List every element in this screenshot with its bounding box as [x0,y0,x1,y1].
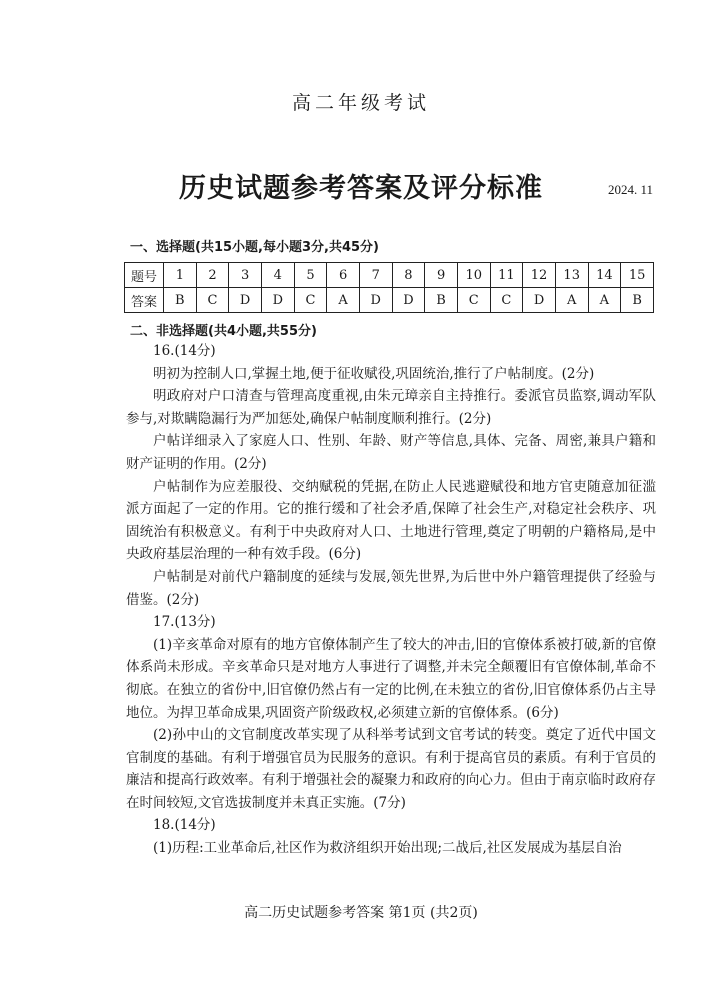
exam-date: 2024. 11 [608,182,654,197]
question-heading: 16.(14分) [153,343,216,359]
question-number: 14 [588,263,621,288]
section1-heading: 一、选择题(共15小题,每小题3分,共45分) [130,240,379,255]
answer-paragraph: 明初为控制人口,掌握土地,便于征收赋役,巩固统治,推行了户帖制度。(2分) [153,365,595,382]
answer-paragraph: 明政府对户口清查与管理高度重视,由朱元璋亲自主持推行。委派官员监察,调动军队参与,对欺瞒隐漏行为严加惩处,确保户帖制度顺利推行。(2分) [126,388,656,427]
question-number: 1 [164,263,197,288]
question-number: 6 [327,263,360,288]
question-number: 11 [490,263,523,288]
answer-table [124,262,654,313]
answer-paragraph: 户帖制作为应差服役、交纳赋税的凭据,在防止人民逃避赋役和地方官吏随意加征滥派方面起了一定的作用。它的推行缓和了社会矛盾,保障了社会生产,对稳定社会秩序、巩固统治有积极意义。有利于中央政府对人口、土地进行管理,奠定了明朝的户籍格局,是中央政府基层治理的一种有效手段。(6分) [126,478,656,563]
answer-cell: A [327,288,360,313]
answer-cell: D [359,288,392,313]
question-number: 9 [425,263,458,288]
answer-cell: D [229,288,262,313]
header-title: 高二年级考试 [291,92,430,114]
question-number: 7 [359,263,392,288]
answer-paragraph: (1)历程:工业革命后,社区作为救济组织开始出现;二战后,社区发展成为基层自治 [153,840,622,857]
question-number: 5 [294,263,327,288]
answer-paragraph: 户帖详细录入了家庭人口、性别、年龄、财产等信息,具体、完备、周密,兼具户籍和财产证明的作用。(2分) [126,433,656,472]
answer-cell: A [588,288,621,313]
answer-cell: D [261,288,294,313]
answer-paragraph: (2)孙中山的文官制度改革实现了从科举考试到文官考试的转变。奠定了近代中国文官制度的基础。有利于增强官员为民服务的意识。有利于提高官员的素质。有利于官员的廉洁和提高行政效率。有利于增强社会的凝聚力和政府的向心力。但由于南京临时政府存在时间较短,文官选拔制度并未真正实施。(7分) [126,727,656,811]
question-number: 8 [392,263,425,288]
page-footer: 高二历史试题参考答案 第1页 (共2页) [244,905,478,921]
question-number: 15 [621,263,654,288]
question-number: 2 [196,263,229,288]
answer-paragraph: (1)辛亥革命对原有的地方官僚体制产生了较大的冲击,旧的官僚体系被打破,新的官僚体系尚未形成。辛亥革命只是对地方人事进行了调整,并未完全颠覆旧有官僚体制,革命不彻底。在独立的省份中,旧官僚仍然占有一定的比例,在未独立的省份,旧官僚体系仍占主导地位。为捍卫革命成果,巩固资产阶级政权,必须建立新的官僚体系。(6分) [126,636,656,721]
table-row-answers [125,288,654,313]
row-label-number: 题号 [125,263,164,288]
answer-cell: D [392,288,425,313]
answer-paragraph: 户帖制是对前代户籍制度的延续与发展,领先世界,为后世中外户籍管理提供了经验与借鉴。(2分) [126,568,656,608]
answer-cell: C [196,288,229,313]
table-row-numbers [125,263,654,288]
question-number: 12 [523,263,556,288]
row-label-answer: 答案 [125,288,164,313]
answer-cell: B [164,288,197,313]
question-heading: 18.(14分) [153,817,216,834]
answer-cell: C [457,288,490,313]
main-title: 历史试题参考答案及评分标准 [179,173,543,204]
question-number: 3 [229,263,262,288]
answer-cell: C [294,288,327,313]
section2-heading: 二、非选择题(共4小题,共55分) [130,324,317,339]
answer-cell: B [425,288,458,313]
answer-cell: B [621,288,654,313]
question-number: 10 [457,263,490,288]
question-number: 13 [555,263,588,288]
answer-cell: D [523,288,556,313]
answer-cell: A [555,288,588,313]
answer-content [126,340,656,860]
question-number: 4 [261,263,294,288]
answer-cell: C [490,288,523,313]
question-heading: 17.(13分) [153,614,216,631]
